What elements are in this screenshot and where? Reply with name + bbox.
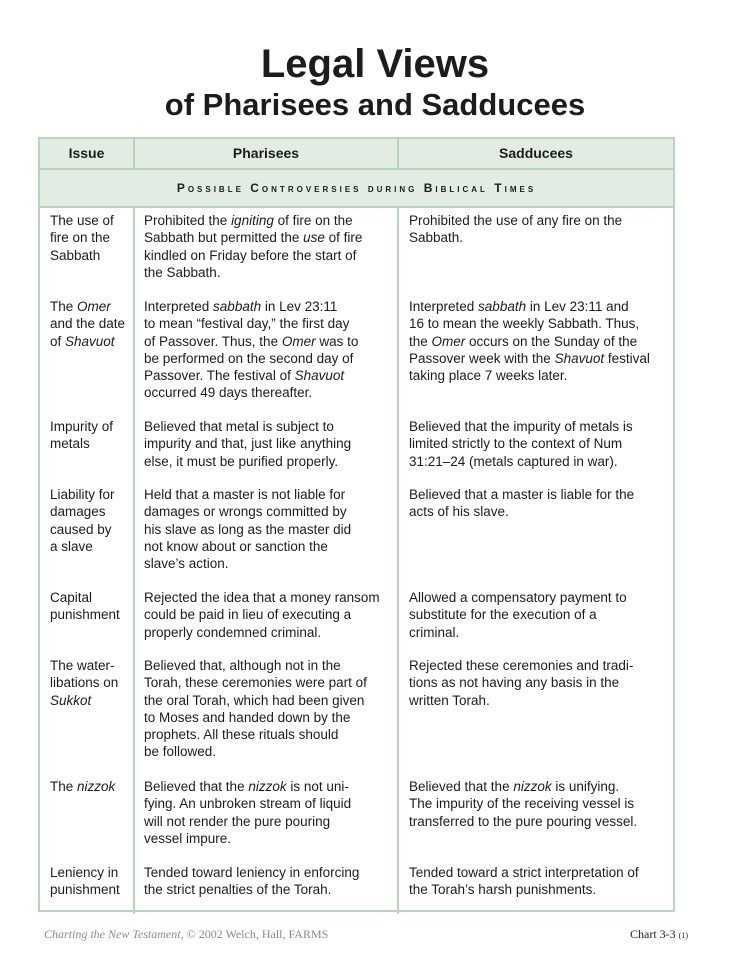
page-title: Legal Views — [260, 42, 490, 86]
sadducees-cell: Interpreted sabbath in Lev 23:11 and 16 to mean the weekly Sabbath. Thus, the Omer occurs on the Sunday of the Passover week with the Shavuot festival taking place 7 weeks later. — [409, 299, 650, 384]
sadducees-cell: Rejected these ceremonies and tradi- tions as not having any basis in the written Torah. — [409, 658, 634, 708]
pharisees-cell: Interpreted sabbath in Lev 23:11 to mean “festival day,” the first day of Passover. Thus, the Omer was to be performed on the second day of Passover. The festival of Shavuot occurred 49 days thereafter. — [144, 299, 359, 401]
pharisees-cell: Believed that, although not in the Torah, these ceremonies were part of the oral Torah, which had been given to Moses and handed down by the prophets. All these rituals should be followed. — [144, 658, 367, 760]
table-header-row — [40, 139, 673, 170]
page-subtitle: of Pharisees and Sadducees — [164, 87, 586, 122]
comparison-table — [38, 137, 675, 912]
issue-cell: Impurity of metals — [50, 419, 114, 452]
sadducees-cell: Believed that the impurity of metals is limited strictly to the context of Num 31:21–24 (metals captured in war). — [409, 419, 633, 469]
sadducees-cell: Believed that the nizzok is unifying. The impurity of the receiving vessel is transferred to the pure pouring vessel. — [409, 779, 638, 829]
header-issue: Issue — [40, 139, 135, 168]
header-sadducees: Sadducees — [499, 145, 573, 161]
pharisees-cell: Believed that the nizzok is not uni- fying. An unbroken stream of liquid will not render the pure pouring vessel impure. — [144, 779, 352, 846]
sadducees-cell: Tended toward a strict interpretation of the Torah’s harsh punishments. — [409, 865, 639, 898]
issue-cell: The nizzok — [50, 779, 116, 794]
sadducees-cell: Believed that a master is liable for the acts of his slave. — [409, 487, 635, 520]
pharisees-cell: Tended toward leniency in enforcing the strict penalties of the Torah. — [144, 865, 360, 898]
column-divider — [133, 208, 135, 914]
column-divider — [397, 208, 399, 914]
issue-cell: Capital punishment — [50, 590, 120, 623]
pharisees-cell: Prohibited the igniting of fire on the Sabbath but permitted the use of fire kindled on Friday before the start of the Sabbath. — [144, 213, 363, 280]
issue-cell: The use of fire on the Sabbath — [50, 213, 114, 263]
sadducees-cell: Allowed a compensatory payment to substitute for the execution of a criminal. — [409, 590, 627, 640]
pharisees-cell: Believed that metal is subject to impurity and that, just like anything else, it must be purified properly. — [144, 419, 352, 469]
chart-number: Chart 3-3 (1) — [630, 927, 688, 941]
issue-cell: The water- libations on Sukkot — [50, 658, 119, 708]
sadducees-cell: Prohibited the use of any fire on the Sabbath. — [409, 213, 623, 246]
pharisees-cell: Rejected the idea that a money ransom could be paid in lieu of executing a properly condemned criminal. — [144, 590, 380, 640]
issue-cell: Liability for damages caused by a slave — [50, 487, 115, 554]
header-pharisees: Pharisees — [135, 139, 399, 168]
source-credit: Charting the New Testament, © 2002 Welch, Hall, FARMS — [44, 927, 329, 941]
issue-cell: Leniency in punishment — [50, 865, 120, 898]
section-heading: Possible Controversies during Biblical Times — [40, 170, 673, 208]
pharisees-cell: Held that a master is not liable for damages or wrongs committed by his slave as long as the master did not know about or sanction the slave’s action. — [144, 487, 352, 572]
issue-cell: The Omer and the date of Shavuot — [50, 299, 126, 349]
